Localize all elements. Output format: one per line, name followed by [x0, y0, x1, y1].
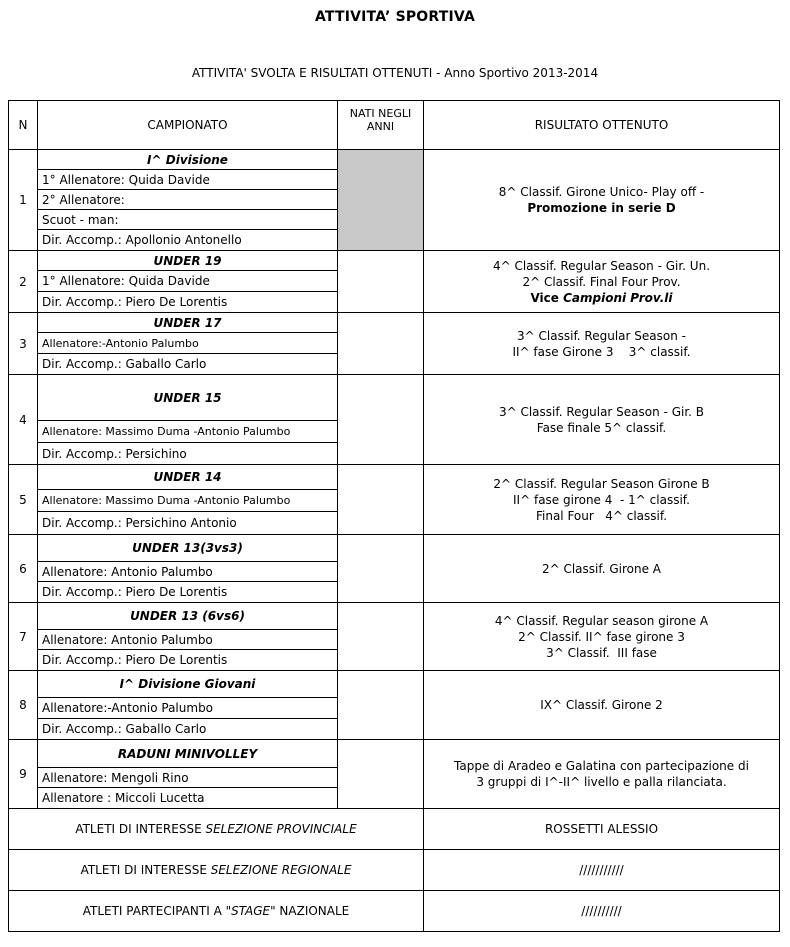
risultato-line: Final Four 4^ classif.: [535, 508, 668, 523]
footer-value: //////////: [424, 891, 780, 932]
risultato-line: 3^ Classif. Regular Season - Gir. B: [498, 404, 705, 419]
campionato-name: RADUNI MINIVOLLEY: [38, 740, 338, 768]
risultato-line: 3^ Classif. Regular Season -: [517, 328, 686, 343]
risultato-line: 3 gruppi di I^-II^ livello e palla rilanciata.: [476, 775, 727, 789]
staff-line: Allenatore: Antonio Palumbo: [38, 630, 338, 650]
staff-line: Dir. Accomp.: Persichino Antonio: [38, 512, 338, 535]
row-number: 2: [9, 251, 38, 313]
risultato-line: Vice: [530, 290, 564, 305]
row-number: 3: [9, 313, 38, 375]
staff-line: 1° Allenatore: Quida Davide: [38, 170, 338, 190]
document-title: ATTIVITA’ SPORTIVA: [314, 9, 476, 25]
staff-line: Dir. Accomp.: Apollonio Antonello: [38, 230, 338, 251]
risultato-cell: [424, 603, 780, 671]
staff-line: Dir. Accomp.: Gaballo Carlo: [38, 354, 338, 375]
nati-cell: [338, 375, 424, 465]
table-row: [9, 740, 780, 768]
risultato-line: Fase finale 5^ classif.: [536, 420, 667, 435]
staff-line: Allenatore: Antonio Palumbo: [38, 562, 338, 582]
risultato-line: 8^ Classif. Girone Unico- Play off -: [498, 185, 705, 199]
risultato-line: II^ fase girone 4 - 1^ classif.: [513, 492, 690, 507]
nati-cell: [338, 671, 424, 740]
staff-line: Allenatore: Massimo Duma -Antonio Palumbo: [38, 421, 338, 443]
header-n: N: [9, 101, 38, 150]
risultato-line: 3^ Classif. III fase: [546, 645, 657, 660]
table-row: [9, 535, 780, 562]
staff-line: Allenatore: Mengoli Rino: [38, 768, 338, 788]
row-number: 8: [9, 671, 38, 740]
row-number: 5: [9, 465, 38, 535]
risultato-cell: [424, 150, 780, 251]
staff-line: Dir. Accomp.: Piero De Lorentis: [38, 292, 338, 313]
nati-cell: [338, 603, 424, 671]
staff-line: Dir. Accomp.: Piero De Lorentis: [38, 650, 338, 671]
header-campionato: CAMPIONATO: [38, 101, 338, 150]
footer-label: ATLETI DI INTERESSE SELEZIONE REGIONALE: [9, 850, 424, 891]
table-row: [9, 313, 780, 333]
risultato-line: 2^ Classif. Regular Season Girone B: [493, 476, 710, 491]
footer-value: ///////////: [424, 850, 780, 891]
risultato-cell: [424, 465, 780, 535]
row-number: 1: [9, 150, 38, 251]
nati-cell: [338, 150, 424, 251]
footer-row: [9, 891, 780, 932]
row-number: 9: [9, 740, 38, 809]
footer-label: ATLETI PARTECIPANTI A "STAGE" NAZIONALE: [9, 891, 424, 932]
risultato-line: 4^ Classif. Regular season girone A: [494, 613, 709, 628]
footer-row: [9, 850, 780, 891]
table-row: [9, 375, 780, 421]
risultato-line: 2^ Classif. II^ fase girone 3: [518, 629, 685, 644]
header-risultato: RISULTATO OTTENUTO: [424, 101, 780, 150]
staff-line: 2° Allenatore:: [38, 190, 338, 210]
table-row: [9, 150, 780, 170]
nati-cell: [338, 535, 424, 603]
table-row: [9, 603, 780, 630]
staff-line: Dir. Accomp.: Piero De Lorentis: [38, 582, 338, 603]
footer-label: ATLETI DI INTERESSE SELEZIONE PROVINCIALE: [9, 809, 424, 850]
campionato-name: UNDER 17: [38, 313, 338, 333]
staff-line: Allenatore:-Antonio Palumbo: [38, 698, 338, 719]
risultato-cell: [424, 375, 780, 465]
header-nati: NATI NEGLI ANNI: [338, 101, 424, 150]
row-number: 7: [9, 603, 38, 671]
risultato-line: Tappe di Aradeo e Galatina con partecipazione di: [454, 759, 749, 773]
nati-cell: [338, 251, 424, 313]
campionato-name: I^ Divisione: [38, 150, 338, 170]
campionato-name: I^ Divisione Giovani: [38, 671, 338, 698]
staff-line: Allenatore: Massimo Duma -Antonio Palumbo: [38, 490, 338, 512]
campionato-name: UNDER 19: [38, 251, 338, 271]
campionato-name: UNDER 13 (6vs6): [38, 603, 338, 630]
risultato-line: 2^ Classif. Girone A: [541, 561, 662, 576]
campionato-name: UNDER 14: [38, 465, 338, 490]
table-row: [9, 671, 780, 698]
campionato-name: UNDER 13(3vs3): [38, 535, 338, 562]
risultato-line: IX^ Classif. Girone 2: [540, 698, 663, 712]
staff-line: Allenatore:-Antonio Palumbo: [38, 333, 338, 354]
document-subtitle: ATTIVITA' SVOLTA E RISULTATI OTTENUTI - Anno Sportivo 2013-2014: [191, 66, 599, 80]
nati-cell: [338, 740, 424, 809]
risultato-line: 2^ Classif. Final Four Prov.: [522, 274, 681, 289]
risultato-line: Promozione in serie D: [527, 201, 676, 215]
risultato-cell: [424, 535, 780, 603]
row-number: 6: [9, 535, 38, 603]
risultato-line: Campioni Prov.li: [563, 290, 673, 305]
risultato-line: II^ fase Girone 3 3^ classif.: [512, 344, 691, 359]
nati-cell: [338, 313, 424, 375]
activity-table: [8, 100, 780, 932]
staff-line: 1° Allenatore: Quida Davide: [38, 271, 338, 292]
staff-line: Dir. Accomp.: Persichino: [38, 443, 338, 465]
table-row: [9, 251, 780, 271]
footer-value: ROSSETTI ALESSIO: [424, 809, 780, 850]
risultato-cell: [424, 740, 780, 809]
risultato-cell: [424, 313, 780, 375]
risultato-cell: [424, 251, 780, 313]
staff-line: Dir. Accomp.: Gaballo Carlo: [38, 719, 338, 740]
staff-line: Allenatore : Miccoli Lucetta: [38, 788, 338, 809]
risultato-cell: [424, 671, 780, 740]
risultato-line: 4^ Classif. Regular Season - Gir. Un.: [492, 258, 711, 273]
table-header-row: [9, 101, 780, 150]
staff-line: Scuot - man:: [38, 210, 338, 230]
campionato-name: UNDER 15: [38, 375, 338, 421]
footer-row: [9, 809, 780, 850]
table-row: [9, 465, 780, 490]
nati-cell: [338, 465, 424, 535]
row-number: 4: [9, 375, 38, 465]
